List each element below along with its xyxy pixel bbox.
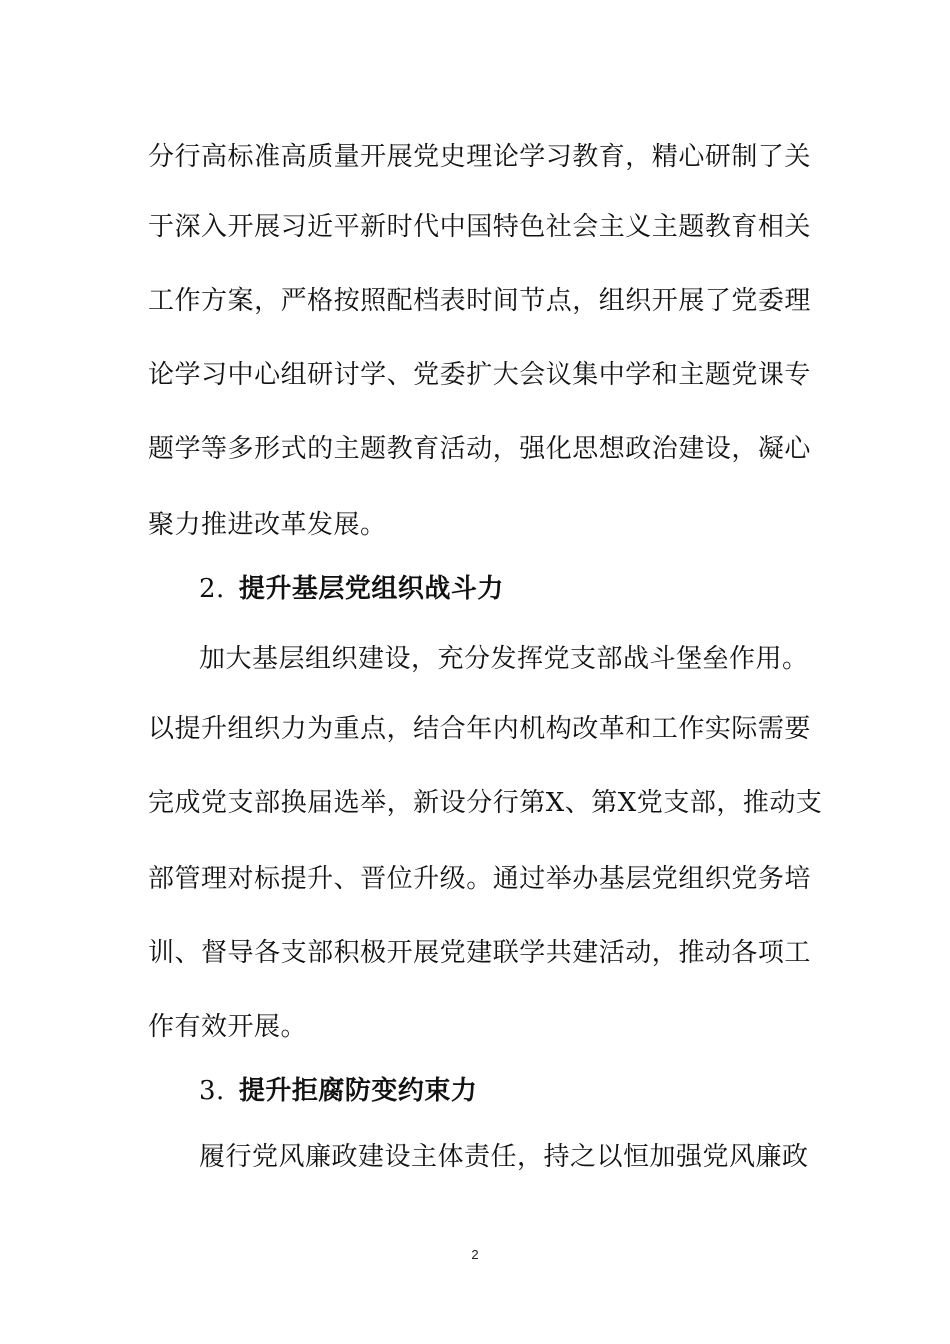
- paragraph-2-line-3: 完 成 党 支 部 换 届 选 举 ， 新 设 分 行 第 X 、 第 X 党 支 部 ， 推 动 支: [148, 788, 823, 818]
- paragraph-2-line-5: 训 、 督 导 各 支 部 积 极 开 展 党 建 联 学 共 建 活 动 ， 推 动 各 项 工: [148, 938, 811, 968]
- paragraph-2-line-1: 加大基层组织建设，充分发挥党支部战斗堡垒作用。: [199, 644, 809, 674]
- section-number: 3.: [199, 1076, 225, 1106]
- paragraph-3-line-1: 履行党风廉政建设主体责任，持之以恒加强党风廉政: [199, 1142, 809, 1172]
- paragraph-2-line-6: 作有效开展。: [148, 1012, 308, 1042]
- paragraph-1-line-5: 题 学 等 多 形 式 的 主 题 教 育 活 动 ， 强 化 思 想 政 治 建 设 ， 凝 心: [148, 434, 811, 464]
- paragraph-1-line-2: 于 深 入 开 展 习 近 平 新 时 代 中 国 特 色 社 会 主 义 主 题 教 育 相 关: [148, 212, 811, 242]
- paragraph-1-line-3: 工 作 方 案 ， 严 格 按 照 配 档 表 时 间 节 点 ， 组 织 开 展 了 党 委 理: [148, 286, 811, 316]
- paragraph-1-line-4: 论 学 习 中 心 组 研 讨 学 、 党 委 扩 大 会 议 集 中 学 和 主 题 党 课 专: [148, 360, 811, 390]
- section-number: 2.: [199, 574, 225, 604]
- paragraph-2-line-4: 部 管 理 对 标 提 升 、 晋 位 升 级 。 通 过 举 办 基 层 党 组 织 党 务 培: [148, 864, 811, 894]
- section-heading-3: [199, 1074, 899, 1108]
- section-title: 提升拒腐防变约束力: [238, 1076, 478, 1106]
- paragraph-1-line-6: 聚力推进改革发展。: [148, 510, 387, 540]
- page-number: 2: [471, 1247, 479, 1262]
- paragraph-1-line-1: 分 行 高 标 准 高 质 量 开 展 党 史 理 论 学 习 教 育 ， 精 心 研 制 了 关: [148, 142, 811, 172]
- paragraph-2-line-2: 以 提 升 组 织 力 为 重 点 ， 结 合 年 内 机 构 改 革 和 工 作 实 际 需 要: [148, 714, 811, 744]
- section-title: 提升基层党组织战斗力: [238, 574, 504, 604]
- section-heading-2: [199, 572, 899, 606]
